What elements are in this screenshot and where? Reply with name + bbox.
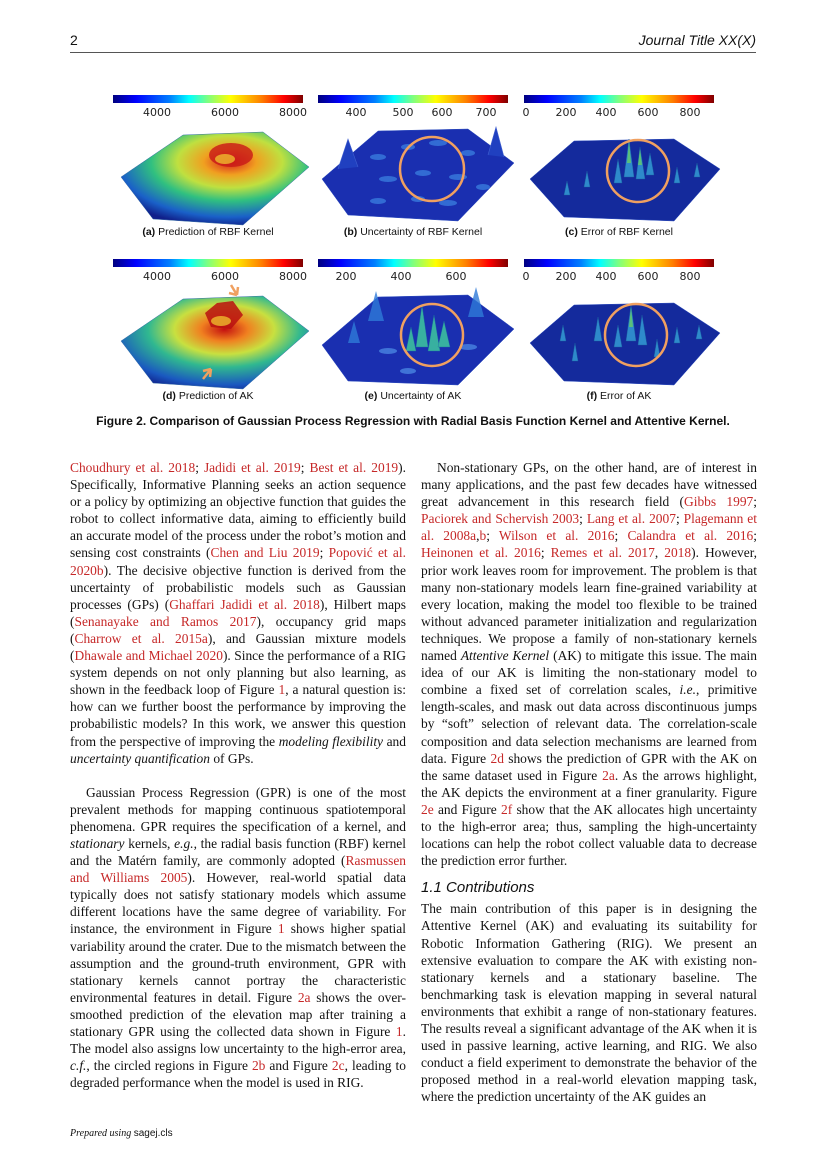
citation-link[interactable]: Paciorek and Schervish 2003 bbox=[421, 511, 580, 527]
subcaption-a: (a) Prediction of RBF Kernel bbox=[142, 226, 274, 238]
subcaption-e: (e) Uncertainty of AK bbox=[364, 390, 462, 402]
section-heading: 1.1 Contributions bbox=[421, 879, 535, 897]
citation-link[interactable]: Popović et al. 2020b bbox=[70, 545, 406, 578]
citation-link[interactable]: Gibbs 1997 bbox=[684, 494, 754, 510]
figure-ref-link[interactable]: 2d bbox=[490, 750, 504, 766]
tick: 600 bbox=[445, 270, 467, 283]
colorbar bbox=[113, 95, 303, 103]
figure-ref-link[interactable]: 2a bbox=[602, 767, 615, 783]
figure-ref-link[interactable]: 2a bbox=[297, 989, 311, 1005]
tick: 800 bbox=[679, 270, 701, 283]
tick: 800 bbox=[679, 106, 701, 119]
figure-ref-link[interactable]: 2b bbox=[251, 1058, 266, 1074]
left-column bbox=[70, 459, 406, 1091]
error-surface-rbf bbox=[524, 117, 724, 229]
citation-link[interactable]: Choudhury et al. 2018 bbox=[70, 460, 196, 475]
page-number: 2 bbox=[70, 32, 78, 48]
tick: 400 bbox=[345, 106, 367, 119]
tick: 8000 bbox=[279, 106, 307, 119]
tick: 600 bbox=[637, 106, 659, 119]
citation-link[interactable]: Chen and Liu 2019 bbox=[210, 545, 320, 561]
citation-link[interactable]: Heinonen et al. 2016 bbox=[421, 545, 541, 561]
panel-f bbox=[524, 259, 724, 409]
subcaption-c: (c) Error of RBF Kernel bbox=[565, 226, 673, 238]
figure-caption: Figure 2. Comparison of Gaussian Process Regression with Radial Basis Function Kernel and Attentive Kernel. bbox=[96, 414, 730, 428]
figure-ref-link[interactable]: 2e bbox=[421, 801, 434, 817]
subcaption-b: (b) Uncertainty of RBF Kernel bbox=[343, 226, 483, 238]
tick: 500 bbox=[392, 106, 414, 119]
uncertainty-surface-ak bbox=[318, 281, 518, 393]
figure-ref-link[interactable]: 1 bbox=[278, 682, 286, 698]
citation-link[interactable]: Wilson et al. 2016 bbox=[498, 528, 615, 544]
panel-e bbox=[318, 259, 518, 409]
tick: 4000 bbox=[143, 106, 171, 119]
citation-link[interactable]: Senanayake and Ramos 2017 bbox=[74, 613, 257, 629]
tick: 400 bbox=[390, 270, 412, 283]
citation-link[interactable]: 2018 bbox=[664, 545, 692, 561]
prediction-surface-rbf bbox=[113, 117, 313, 229]
journal-title: Journal Title XX(X) bbox=[638, 32, 756, 48]
tick: 400 bbox=[595, 106, 617, 119]
footer: Prepared using sagej.cls bbox=[70, 1128, 173, 1139]
citation-link[interactable]: Charrow et al. 2015a bbox=[74, 630, 208, 646]
tick: 8000 bbox=[279, 270, 307, 283]
citation-link[interactable]: Plagemann et al. 2008a bbox=[421, 511, 757, 544]
tick: 700 bbox=[475, 106, 497, 119]
tick: 6000 bbox=[211, 270, 239, 283]
uncertainty-surface-rbf bbox=[318, 117, 518, 229]
panel-a bbox=[113, 95, 313, 245]
colorbar bbox=[318, 259, 508, 267]
arrow-icon bbox=[229, 285, 238, 295]
subcaption-d: (d) Prediction of AK bbox=[162, 390, 254, 402]
citation-link[interactable]: Jadidi et al. 2019 bbox=[203, 460, 301, 475]
tick: 600 bbox=[431, 106, 453, 119]
colorbar bbox=[524, 259, 714, 267]
citation-link[interactable]: Ghaffari Jadidi et al. 2018 bbox=[169, 596, 320, 612]
citation-link[interactable]: Calandra et al. 2016 bbox=[627, 528, 754, 544]
citation-link[interactable]: Rasmussen and Williams 2005 bbox=[70, 853, 406, 886]
figure-ref-link[interactable]: 2f bbox=[500, 801, 513, 817]
figure-ref-link[interactable]: 1 bbox=[277, 921, 285, 937]
subcaption-f: (f) Error of AK bbox=[586, 390, 652, 402]
colorbar bbox=[318, 95, 508, 103]
citation-link[interactable]: Dhawale and Michael 2020 bbox=[74, 648, 223, 664]
figure-ref-link[interactable]: 2c bbox=[331, 1058, 345, 1074]
colorbar bbox=[524, 95, 714, 103]
tick: 200 bbox=[335, 270, 357, 283]
citation-link[interactable]: Best et al. 2019 bbox=[309, 460, 399, 475]
figure-ref-link[interactable]: 1 bbox=[395, 1024, 403, 1039]
header-rule bbox=[70, 52, 756, 53]
citation-link[interactable]: Remes et al. 2017 bbox=[550, 545, 655, 561]
tick: 400 bbox=[595, 270, 617, 283]
tick: 0 bbox=[522, 270, 530, 283]
paragraph: Gaussian Process Regression (GPR) is one of the most prevalent methods for mapping continuous spatiotemporal phenomena. GPR requires the specification of a kernel, and stationary kernels, e.g., the radial basis function (RBF) kernel and the Matérn family, are commonly adopted (Rasmussen and Williams 2005). However, real-world spatial data typically does not satisfy stationary models which assume different locations have the same degree of variability. For instance, the environment in Figure 1 shows higher spatial variability around the crater. Due to the mismatch between the assumption and the ground-truth environment, GPR with stationary kernels cannot portray the characteristic environmental features in detail. Figure 2a shows the over-smoothed prediction of the elevation map after training a stationary GPR using the collected data shown in Figure 1. The model also assigns low uncertainty to the high-error area, c.f., the circled regions in Figure 2b and Figure 2c, leading to degraded performance when the model is used in RIG. bbox=[70, 784, 406, 1091]
tick: 6000 bbox=[211, 106, 239, 119]
paragraph: Choudhury et al. 2018; Jadidi et al. 2019; Best et al. 2019). Specifically, Informative Planning seeks an action sequence or a policy by optimizing an objective function that guides the robot to collect informative data, aiming to efficiently build an accurate model of the process under the robot’s motion and sensing cost constraints (Chen and Liu 2019; Popović et al. 2020b). The decisive objective function is derived from the uncertainty of probabilistic models such as Gaussian processes (GPs) (Ghaffari Jadidi et al. 2018), Hilbert maps (Senanayake and Ramos 2017), occupancy grid maps (Charrow et al. 2015a), and Gaussian mixture models (Dhawale and Michael 2020). Since the performance of a RIG system depends on not only planning but also learning, as shown in the feedback loop of Figure 1, a natural question is: how can we further boost the performance by improving the probabilistic models? In this work, we answer this question from the perspective of improving the modeling flexibility and uncertainty quantification of GPs. bbox=[70, 460, 407, 766]
citation-link[interactable]: b bbox=[479, 528, 487, 544]
tick: 0 bbox=[522, 106, 530, 119]
paragraph: The main contribution of this paper is in designing the Attentive Kernel (AK) and evaluating its suitability for Robotic Information Gathering (RIG). We present an extensive evaluation to compare the AK with existing non-stationary kernels and a stationary baseline. The benchmarking task is elevation mapping in several natural environments that exhibit a range of non-stationary features. The results reveal a significant advantage of the AK when it is used in passive learning, active learning, and RIG. We also conduct a field experiment to demonstrate the behavior of the proposed method in a real-world elevation mapping task, where the prediction uncertainty of the AK guides an bbox=[421, 901, 757, 1105]
prediction-surface-ak bbox=[113, 281, 313, 393]
panel-c bbox=[524, 95, 724, 245]
colorbar bbox=[113, 259, 303, 267]
right-column bbox=[421, 459, 757, 1105]
tick: 200 bbox=[555, 106, 577, 119]
panel-b bbox=[318, 95, 518, 245]
paragraph: Non-stationary GPs, on the other hand, are of interest in many applications, and the past few decades have witnessed great advancement in this research field (Gibbs 1997; Paciorek and Schervish 2003; Lang et al. 2007; Plagemann et al. 2008a,b; Wilson et al. 2016; Calandra et al. 2016; Heinonen et al. 2016; Remes et al. 2017, 2018). However, prior work leaves room for improvement. The problem is that many non-stationary models learn fine-grained variability at every location, making the model too flexible to be trained without advanced parameter initialization and regularization techniques. We propose a family of non-stationary kernels named Attentive Kernel (AK) to mitigate this issue. The main idea of our AK is limiting the non-stationary model to combine a fixed set of correlation scales, i.e., primitive length-scales, and mask out data across discontinuous jumps by “soft” selection of relevant data. The correlation-scale composition and data selection mechanisms are learned from data. Figure 2d shows the prediction of GPR with the AK on the same dataset used in Figure 2a. As the arrows highlight, the AK depicts the environment at a finer granularity. Figure 2e and Figure 2f show that the AK allocates high uncertainty to the high-error area; thus, sampling the high-uncertainty locations can help the robot collect valuable data to decrease the prediction error further. bbox=[421, 460, 758, 869]
error-surface-ak bbox=[524, 281, 724, 393]
citation-link[interactable]: Lang et al. 2007 bbox=[586, 511, 676, 527]
panel-d bbox=[113, 259, 313, 409]
tick: 200 bbox=[555, 270, 577, 283]
tick: 4000 bbox=[143, 270, 171, 283]
tick: 600 bbox=[637, 270, 659, 283]
